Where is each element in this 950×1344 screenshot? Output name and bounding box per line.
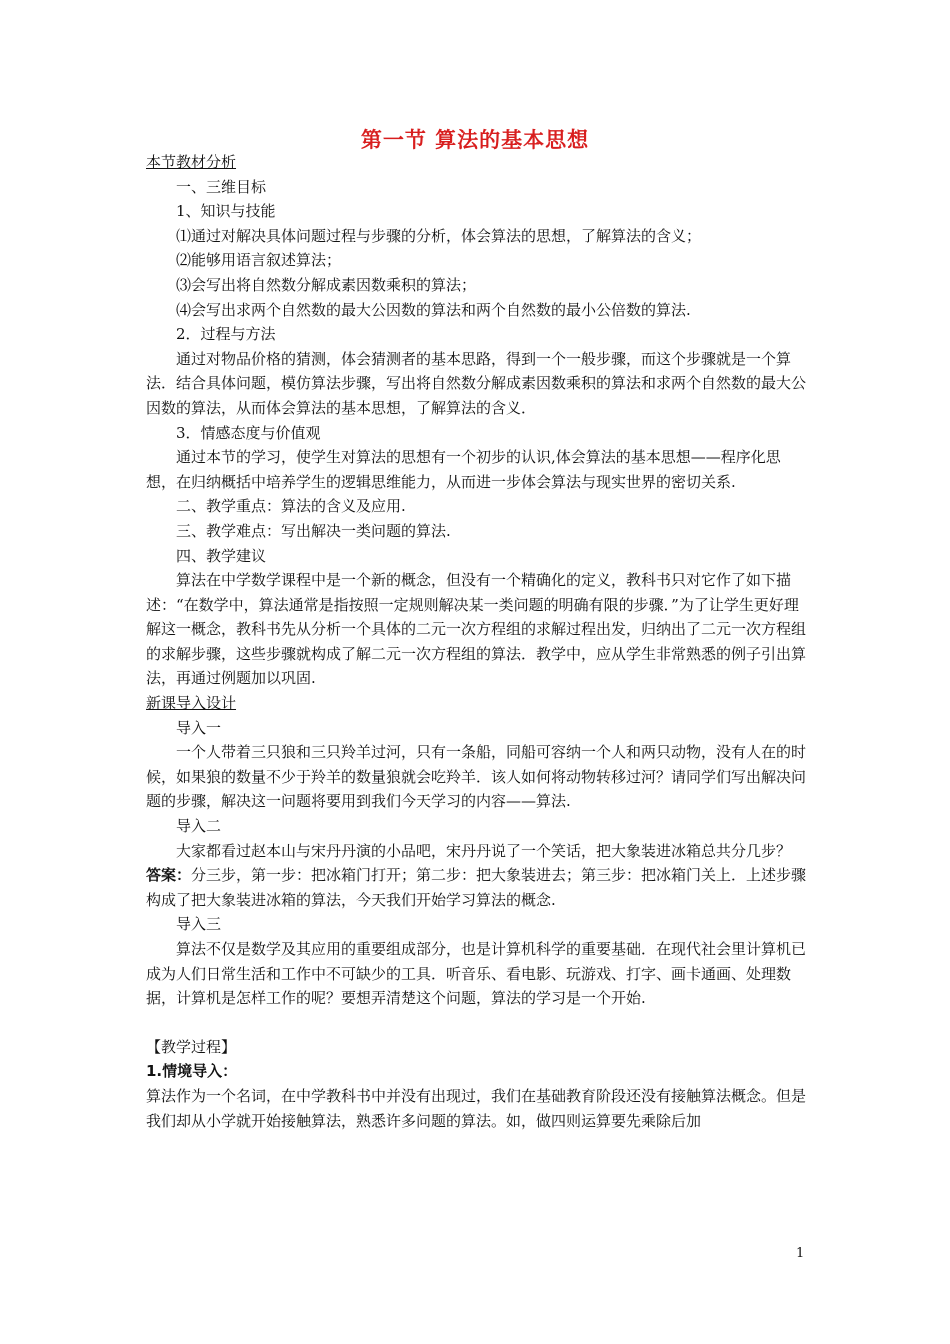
paragraph: 3．情感态度与价值观 bbox=[176, 423, 321, 442]
document-body bbox=[146, 150, 809, 1133]
paragraph: 算法在中学数学课程中是一个新的概念，但没有一个精确化的定义，教科书只对它作了如下描述：“在数学中，算法通常是指按照一定规则解决某一类问题的明确有限的步骤．”为了让学生更好理解这一概念，教科书先从分析一个具体的二元一次方程组的求解过程出发，归纳出了二元一次方程组的求解步骤，这些步骤就构成了解二元一次方程组的算法．教学中，应从学生非常熟悉的例子引出算法，再通过例题加以巩固. bbox=[146, 571, 807, 688]
paragraph: 1、知识与技能 bbox=[176, 202, 276, 221]
paragraph: 大家都看过赵本山与宋丹丹演的小品吧，宋丹丹说了一个笑话，把大象装进冰箱总共分几步？ bbox=[176, 841, 792, 860]
paragraph-spacer bbox=[146, 1011, 809, 1035]
paragraph: 一、三维目标 bbox=[176, 177, 267, 196]
answer-text: 分三步，第一步：把冰箱门打开；第二步：把大象装进去；第三步：把冰箱门关上．上述步骤构成了把大象装进冰箱的算法，今天我们开始学习算法的概念. bbox=[146, 866, 807, 909]
paragraph: ⑵能够用语言叙述算法； bbox=[176, 251, 342, 270]
paragraph: ⑶会写出将自然数分解成素因数乘积的算法； bbox=[176, 275, 477, 294]
subsection-heading: 1.情境导入： bbox=[146, 1062, 238, 1081]
paragraph: 算法作为一个名词，在中学教科书中并没有出现过，我们在基础教育阶段还没有接触算法概念。但是我们却从小学就开始接触算法，熟悉许多问题的算法。如，做四则运算要先乘除后加 bbox=[146, 1086, 807, 1130]
paragraph: 三、教学难点：写出解决一类问题的算法. bbox=[176, 521, 451, 540]
paragraph: 【教学过程】 bbox=[146, 1037, 237, 1056]
paragraph: 一个人带着三只狼和三只羚羊过河，只有一条船，同船可容纳一个人和两只动物，没有人在的时候，如果狼的数量不少于羚羊的数量狼就会吃羚羊．该人如何将动物转移过河？请同学们写出解决问题的步骤，解决这一问题将要用到我们今天学习的内容——算法. bbox=[146, 743, 807, 811]
paragraph: 通过本节的学习，使学生对算法的思想有一个初步的认识,体会算法的基本思想——程序化思想，在归纳概括中培养学生的逻辑思维能力，从而进一步体会算法与现实世界的密切关系. bbox=[146, 448, 781, 491]
paragraph: 通过对物品价格的猜测，体会猜测者的基本思路，得到一个一般步骤，而这个步骤就是一个算法．结合具体问题，模仿算法步骤，写出将自然数分解成素因数乘积的算法和求两个自然数的最大公因数的算法，从而体会算法的基本思想，了解算法的含义． bbox=[146, 349, 807, 417]
paragraph: ⑷会写出求两个自然数的最大公因数的算法和两个自然数的最小公倍数的算法. bbox=[176, 300, 691, 319]
paragraph: ⑴通过对解决具体问题过程与步骤的分析，体会算法的思想，了解算法的含义； bbox=[176, 226, 702, 245]
paragraph: 导入三 bbox=[176, 915, 222, 934]
paragraph: 2．过程与方法 bbox=[176, 325, 276, 344]
section-heading: 本节教材分析 bbox=[146, 153, 237, 171]
paragraph: 导入一 bbox=[176, 718, 222, 737]
answer-label: 答案： bbox=[146, 866, 192, 885]
page-number: 1 bbox=[796, 1246, 805, 1261]
paragraph: 算法不仅是数学及其应用的重要组成部分，也是计算机科学的重要基础．在现代社会里计算机已成为人们日常生活和工作中不可缺少的工具．听音乐、看电影、玩游戏、打字、画卡通画、处理数据，计算机是怎样工作的呢？要想弄清楚这个问题，算法的学习是一个开始. bbox=[146, 940, 807, 1008]
paragraph: 导入二 bbox=[176, 817, 222, 836]
paragraph: 二、教学重点：算法的含义及应用. bbox=[176, 497, 406, 516]
answer-paragraph bbox=[146, 863, 809, 912]
page-title: 第一节 算法的基本思想 bbox=[360, 128, 590, 152]
section-heading: 新课导入设计 bbox=[146, 694, 237, 713]
paragraph: 四、教学建议 bbox=[176, 546, 267, 565]
